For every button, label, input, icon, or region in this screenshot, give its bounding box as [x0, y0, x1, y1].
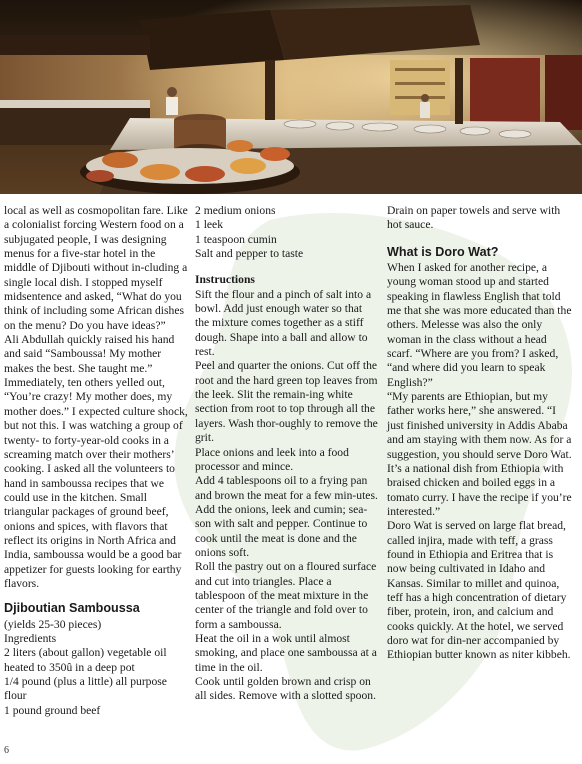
- paragraph: When I asked for another recipe, a young woman stood up and started speaking in flawless English that told me that she was more educated than the others. Melesse was also the only woman in the class without a head scarf. “Where are you from? I asked, “and where did you learn to speak English?”: [387, 261, 572, 389]
- instructions-heading: Instructions: [195, 273, 255, 287]
- column-1: [4, 204, 188, 718]
- instruction-step: Add the onions, leek and cumin; sea-son with salt and pepper. Continue to cook until the meat is done and the onions soft.: [195, 502, 368, 559]
- ingredients-label: Ingredients: [4, 631, 57, 645]
- recipe-yield: (yields 25-30 pieces): [4, 617, 102, 631]
- instruction-step: Add 4 tablespoons oil to a frying pan and brown the meat for a few min-utes.: [195, 474, 378, 502]
- instruction-step: Roll the pastry out on a floured surface and cut into triangles. Place a tablespoon of the meat mixture in the center of the triangle and fold over to form a samboussa.: [195, 560, 377, 631]
- ingredient-item: 1 leek: [195, 218, 224, 232]
- ingredient-item: 1/4 pound (plus a little) all purpose flour: [4, 675, 167, 703]
- ingredient-item: 1 pound ground beef: [4, 703, 101, 717]
- column-3: [387, 204, 573, 663]
- instruction-step: Cook until golden brown and crisp on all sides. Remove with a slotted spoon.: [195, 675, 376, 703]
- instruction-step: Place onions and leek into a food processor and mince.: [195, 445, 349, 473]
- ingredient-item: Salt and pepper to taste: [195, 247, 304, 261]
- instruction-step: Sift the flour and a pinch of salt into a bowl. Add just enough water so that the mixture comes together as a stiff dough. Shape into a ball and allow to rest.: [195, 287, 372, 359]
- paragraph: Doro Wat is served on large flat bread, called injira, made with teff, a grass found in Ethiopia and Eritrea that is now being cultivated in Idaho and Kansas. Similar to millet and quinoa, teff has a high concentration of dietary fiber, protein, iron, and calcium and cooks quickly. At the hotel, we served doro wat for din-ner accompanied by Ethiopian butter known as niter kibbeh.: [387, 519, 571, 662]
- instruction-step: Heat the oil in a wok until almost smoking, and place one samboussa at a time in the oil.: [195, 631, 377, 674]
- ingredient-item: 2 liters (about gallon) vegetable oil heated to 350û in a deep pot: [4, 646, 167, 674]
- page-number: 6: [4, 745, 9, 756]
- paragraph: local as well as cosmopolitan fare. Like a colonialist forcing Western food on a subjugated people, I was designing menus for a five-star hotel in the middle of Djibouti without in-cluding a single local dish. I stopped myself midsentence and asked, “What do you think of including some African dishes on the menu? Do you have ideas?”: [4, 204, 188, 332]
- ingredient-item: 1 teaspoon cumin: [195, 232, 277, 246]
- column-2: [195, 204, 379, 704]
- paragraph: Ali Abdullah quickly raised his hand and said “Samboussa! My mother makes the best. She taught me.” Immediately, ten others yelled out, “You’re crazy! My mother does, my mother does.” I expected culture shock, but not this. I was watching a group of twenty- to forty-year-old cooks in a screaming match over their mothers’ cooking. I asked all the volunteers to hand in samboussa recipes that we could use in the kitchen. Small triangular packages of ground beef, onions and spices, with flavors that reflect its origins in North Africa and India, samboussa would be a good bar appetizer for guests looking for earthy flavors.: [4, 333, 188, 590]
- ingredient-item: 2 medium onions: [195, 204, 276, 217]
- paragraph: “My parents are Ethiopian, but my father works here,” she answered. “I just finished university in Addis Ababa and am staying with them now. As for a suggestion, you should serve Doro Wat. It’s a national dish from Ethiopia with braised chicken and boiled eggs in a tomato curry. I have the recipe if you’re interested.”: [387, 390, 572, 518]
- restaurant-illustration: [0, 0, 582, 194]
- buffet-restaurant-photo: [0, 0, 582, 194]
- section-heading: What is Doro Wat?: [387, 244, 499, 259]
- recipe-title: Djiboutian Samboussa: [4, 601, 140, 616]
- paragraph: Drain on paper towels and serve with hot sauce.: [387, 204, 561, 232]
- instruction-step: Peel and quarter the onions. Cut off the root and the hard green top leaves from the leek. Slit the remain-ing white section from root to top through all the layers. Wash thor-oughly to remove the grit.: [195, 359, 378, 445]
